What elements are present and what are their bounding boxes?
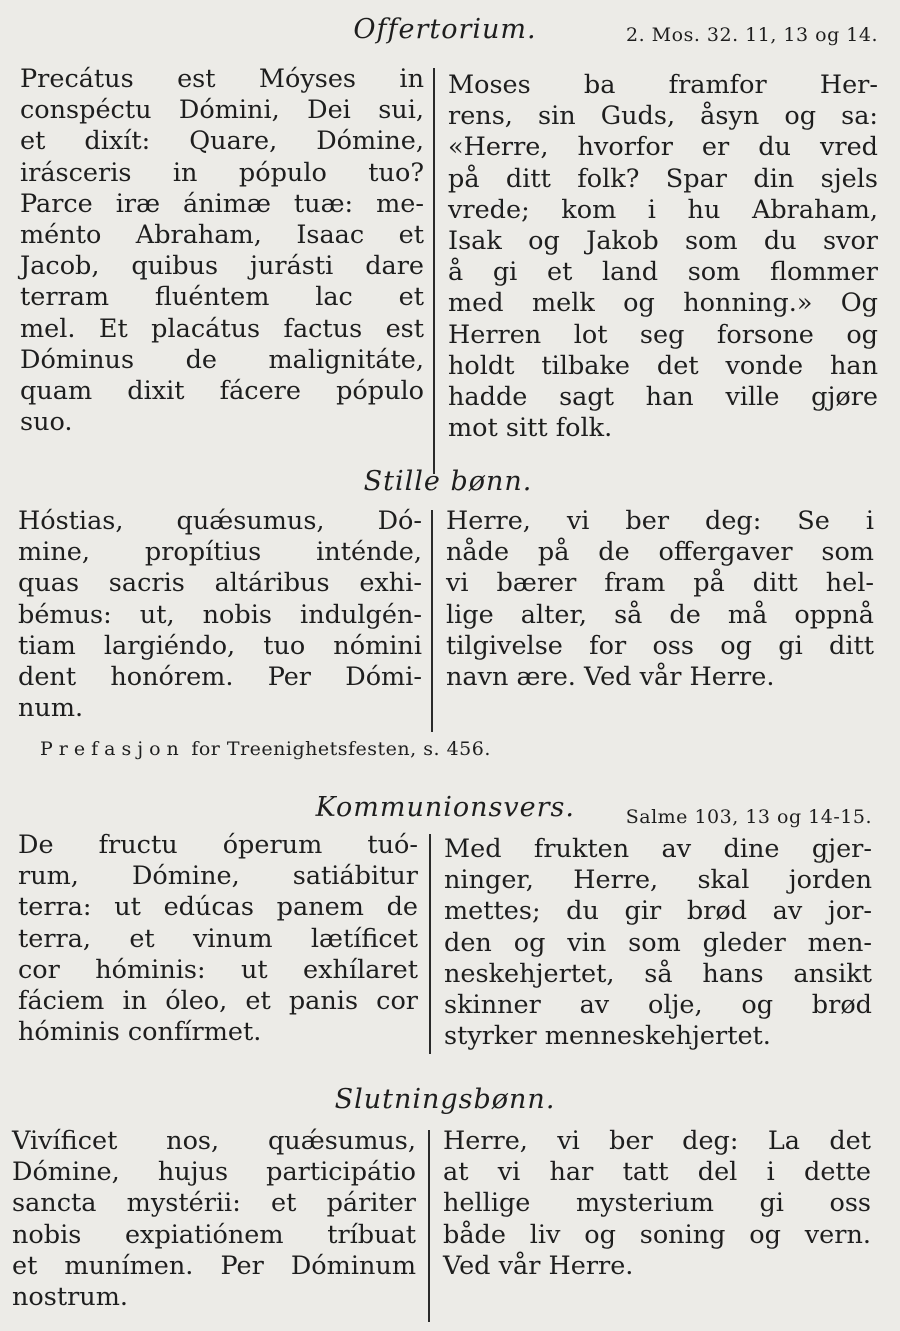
text-line: å gi et land som flommer <box>448 257 878 288</box>
latin-text <box>18 506 422 724</box>
scripture-reference: Salme 103, 13 og 14-15. <box>625 806 872 828</box>
text-line: vi bærer fram på ditt hel- <box>446 568 874 599</box>
text-line: Herren lot seg forsone og <box>448 319 878 350</box>
text-line: ninger, Herre, skal jorden <box>444 865 872 896</box>
norwegian-text <box>448 70 878 444</box>
text-line: sancta mystérii: et páriter <box>12 1188 416 1219</box>
section-title: Stille bønn. <box>363 466 533 497</box>
prefasjon-note <box>40 738 491 760</box>
text-line: Vivíficet nos, quǽsumus, <box>12 1126 416 1156</box>
section-title: Kommunionsvers. <box>315 792 575 823</box>
latin-text <box>18 830 418 1048</box>
text-line: irásceris in pópulo tuo? <box>20 157 424 188</box>
text-line: navn ære. Ved vår Herre. <box>446 662 775 693</box>
text-line: tilgivelse for oss og gi ditt <box>446 630 874 661</box>
prefasjon-text: for Treenighetsfesten, s. 456. <box>184 738 491 760</box>
text-line: hóminis confírmet. <box>18 1017 262 1048</box>
text-line: et dixít: Quare, Dómine, <box>20 126 424 157</box>
text-line: mettes; du gir brød av jor- <box>444 896 872 927</box>
norwegian-text <box>444 834 872 1052</box>
text-line: De fructu óperum tuó- <box>18 830 418 860</box>
text-line: fáciem in óleo, et panis cor <box>18 986 418 1017</box>
column-divider <box>428 1130 430 1322</box>
scripture-reference: 2. Mos. 32. 11, 13 og 14. <box>626 24 878 46</box>
section-kommunionsvers <box>0 792 900 1058</box>
text-line: rum, Dómine, satiábitur <box>18 861 418 892</box>
section-title: Offertorium. <box>353 14 537 45</box>
text-line: Jacob, quibus jurásti dare <box>20 251 424 282</box>
latin-text <box>20 64 424 438</box>
text-line: nobis expiatiónem tríbuat <box>12 1219 416 1250</box>
text-line: Precátus est Móyses in <box>20 64 424 94</box>
text-line: quas sacris altáribus exhi- <box>18 568 422 599</box>
section-header <box>0 792 900 828</box>
section-offertorium <box>0 14 900 444</box>
section-slutningsbonn <box>0 1084 900 1320</box>
text-line: hellige mysterium gi oss <box>443 1188 871 1219</box>
norwegian-text <box>446 506 874 693</box>
text-line: på ditt folk? Spar din sjels <box>448 163 878 194</box>
text-line: holdt tilbake det vonde han <box>448 350 878 381</box>
column-divider <box>431 510 433 732</box>
column-divider <box>433 68 435 474</box>
text-line: at vi har tatt del i dette <box>443 1157 871 1188</box>
text-line: Dómine, hujus participátio <box>12 1157 416 1188</box>
text-line: styrker menneskehjertet. <box>444 1021 771 1052</box>
text-line: mot sitt folk. <box>448 413 613 444</box>
text-line: med melk og honning.» Og <box>448 288 878 319</box>
text-line: dent honórem. Per Dómi- <box>18 662 422 693</box>
text-line: suo. <box>20 407 73 438</box>
text-line: tiam largiéndo, tuo nómini <box>18 630 422 661</box>
text-line: Med frukten av dine gjer- <box>444 834 872 864</box>
text-line: skinner av olje, og brød <box>444 990 872 1021</box>
text-line: terra, et vinum lætíficet <box>18 923 418 954</box>
text-line: neskehjertet, så hans ansikt <box>444 958 872 989</box>
text-line: Dóminus de malignitáte, <box>20 344 424 375</box>
section-stille-bonn <box>0 466 900 732</box>
text-line: Moses ba framfor Her- <box>448 70 878 100</box>
section-header <box>0 466 900 502</box>
text-line: Herre, vi ber deg: La det <box>443 1126 871 1156</box>
section-header <box>0 14 900 50</box>
text-line: Ved vår Herre. <box>443 1250 634 1281</box>
section-header <box>0 1084 900 1120</box>
text-line: quam dixit fácere pópulo <box>20 376 424 407</box>
text-line: mine, propítius inténde, <box>18 537 422 568</box>
text-line: ménto Abraham, Isaac et <box>20 220 424 251</box>
text-line: conspéctu Dómini, Dei sui, <box>20 95 424 126</box>
text-line: nåde på de offergaver som <box>446 537 874 568</box>
text-line: bémus: ut, nobis indulgén- <box>18 599 422 630</box>
text-line: den og vin som gleder men- <box>444 927 872 958</box>
text-line: rens, sin Guds, åsyn og sa: <box>448 101 878 132</box>
text-line: Hóstias, quǽsumus, Dó- <box>18 506 422 536</box>
text-line: vrede; kom i hu Abraham, <box>448 194 878 225</box>
latin-text <box>12 1126 416 1313</box>
text-line: terra: ut edúcas panem de <box>18 892 418 923</box>
section-title: Slutningsbønn. <box>334 1084 556 1115</box>
prefasjon-label: Prefasjon <box>40 738 185 760</box>
text-line: et munímen. Per Dóminum <box>12 1250 416 1281</box>
text-line: Herre, vi ber deg: Se i <box>446 506 874 536</box>
text-line: Parce iræ ánimæ tuæ: me- <box>20 188 424 219</box>
text-line: «Herre, hvorfor er du vred <box>448 132 878 163</box>
text-line: hadde sagt han ville gjøre <box>448 382 878 413</box>
text-line: cor hóminis: ut exhílaret <box>18 954 418 985</box>
text-line: lige alter, så de må oppnå <box>446 599 874 630</box>
norwegian-text <box>443 1126 871 1282</box>
text-line: Isak og Jakob som du svor <box>448 226 878 257</box>
column-divider <box>429 834 431 1054</box>
text-line: nostrum. <box>12 1282 129 1313</box>
text-line: terram fluéntem lac et <box>20 282 424 313</box>
text-line: både liv og soning og vern. <box>443 1219 871 1250</box>
text-line: mel. Et placátus factus est <box>20 313 424 344</box>
text-line: num. <box>18 693 84 724</box>
